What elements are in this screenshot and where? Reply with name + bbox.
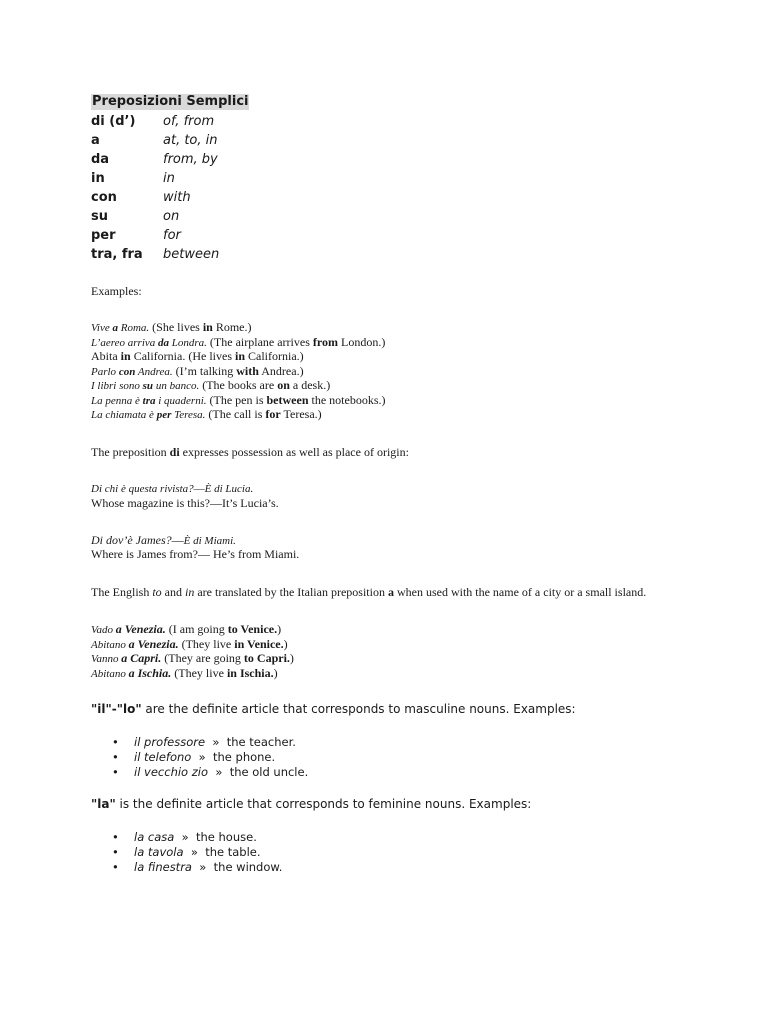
list-item [112,750,308,765]
list-item-separator: » [191,860,214,874]
preposition-english: for [163,228,181,243]
example-italian: I libri sono [91,380,143,392]
example-row [91,320,386,335]
di-example-2-question [91,533,236,548]
example-preposition: per [156,409,172,421]
example-translation: Rome.) [212,320,252,334]
preposition-italian: da [91,152,110,167]
list-item-separator: » [183,845,206,859]
example-italian: È di Lucia. [204,483,254,495]
paragraph-text: The preposition [91,445,170,459]
preposition-italian: a [91,133,100,148]
city-example-row [91,637,294,652]
city-examples-list [91,622,294,680]
example-preposition: su [142,380,154,392]
example-italian-bold: a Venezia. [128,636,179,651]
example-translation-bold: from [312,334,338,349]
city-example-row [91,651,294,666]
bullet-icon: • [112,860,119,874]
example-row [91,378,386,393]
example-translation-bold: on [277,378,290,392]
list-item-italian: il vecchio zio [134,765,209,779]
example-translation-bold: for [265,407,281,421]
example-translation: (The airplane arrives [206,334,313,349]
section-title: Preposizioni Semplici [92,94,249,109]
list-item-italian: il telefono [134,750,192,764]
preposition-row [91,207,219,226]
list-item-italian: la tavola [134,845,184,859]
example-preposition: in [120,349,131,363]
preposition-english: in [163,171,175,186]
list-item [112,860,282,875]
example-row [91,393,386,408]
list-item-separator: » [205,735,227,749]
dash: — [193,483,205,495]
list-item-english: the teacher. [226,735,296,749]
preposition-english: with [163,190,191,205]
bullet-icon: • [112,830,119,844]
preposition-english: at, to, in [163,133,218,148]
paragraph-italic: in [185,585,195,599]
example-translation: Andrea.) [258,363,304,378]
example-translation-bold: in [202,320,213,334]
list-item-italian: il professore [134,735,206,749]
example-translation: (They live [178,636,235,651]
example-translation: Teresa.) [280,407,322,421]
example-italian: Londra. [169,336,207,349]
paragraph-text: is the definite article that corresponds to feminine nouns. Examples: [115,797,532,811]
example-italian: Abitano [91,667,129,680]
example-translation: the notebooks.) [308,392,386,407]
example-translation: California.) [245,349,304,363]
preposition-italian: su [91,209,108,224]
example-italian-bold: a Venezia. [115,622,166,636]
example-preposition: con [118,365,136,378]
bullet-icon: • [112,750,119,764]
example-translation: (They live [171,665,227,680]
list-item-english: the old uncle. [229,765,309,779]
city-example-row [91,666,294,681]
example-italian-bold: a Capri. [121,651,162,665]
example-row [91,349,386,364]
example-translation: (I’m talking [172,363,237,378]
example-translation-bold: in Venice. [234,636,284,651]
preposition-row [91,245,219,264]
example-italian: Abitano [91,638,129,651]
example-italian: i quaderni. [155,394,207,407]
paragraph-bold: "il"-"lo" [91,702,142,716]
preposition-italian: tra, fra [91,247,143,262]
paragraph-bold: di [169,445,180,459]
preposition-english: from, by [163,152,218,167]
preposition-row [91,150,219,169]
bullet-icon: • [112,765,119,779]
example-translation: (I am going [165,622,228,636]
example-translation: (He lives [185,349,235,363]
example-preposition: tra [142,394,156,407]
example-italian: È di Miami. [183,535,236,547]
paragraph-text: expresses possession as well as place of origin: [179,445,409,459]
example-translation-bold: to Capri. [243,651,290,665]
list-item [112,845,282,860]
example-italian: La penna è [91,394,143,407]
examples-list [91,320,386,422]
preposition-row [91,112,219,131]
list-item [112,735,308,750]
example-italian: Roma. [117,322,150,334]
masculine-list [112,735,308,780]
paragraph-bold: "la" [91,797,116,811]
list-item-english: the table. [205,845,261,859]
example-translation-bold: to Venice. [227,622,278,636]
preposition-row [91,188,219,207]
example-translation: (She lives [149,320,203,334]
city-example-row [91,622,294,637]
list-item-separator: » [174,830,196,844]
preposition-row [91,226,219,245]
example-translation: (The call is [205,407,266,421]
bullet-icon: • [112,735,119,749]
a-paragraph [91,585,646,600]
di-example-1-translation: Whose magazine is this?—It’s Lucia’s. [91,496,279,510]
example-translation-bold: with [236,363,259,378]
bullet-icon: • [112,845,119,859]
preposition-italian: per [91,228,116,243]
di-paragraph [91,445,409,460]
list-item-english: the window. [213,860,283,874]
example-translation: ) [289,651,294,665]
preposition-row [91,169,219,188]
example-translation-bold: in Ischia. [226,665,274,680]
example-italian: Vive [91,322,113,334]
example-row [91,364,386,379]
preposition-italian: di (d’) [91,114,136,129]
list-item-english: the phone. [212,750,276,764]
list-item-english: the house. [195,830,257,844]
example-italian: Vado [91,624,116,636]
example-translation: ) [273,665,278,680]
dash: — [171,533,184,547]
feminine-paragraph [91,797,531,811]
preposition-english: between [163,247,220,262]
paragraph-text: are the definite article that corresponds to masculine nouns. Examples: [141,702,576,716]
example-italian: Vanno [91,653,122,665]
preposition-english: of, from [163,114,215,129]
list-item-italian: la finestra [134,860,192,874]
example-italian: Teresa. [171,409,206,421]
preposition-table [91,112,219,264]
example-translation: ) [283,636,288,651]
example-italian: Andrea. [135,365,173,378]
paragraph-bold: a [387,585,394,599]
example-translation: ) [277,622,282,636]
example-italian: Di chi è questa rivista? [91,483,194,495]
example-italian-bold: a Ischia. [128,665,172,680]
preposition-italian: con [91,190,117,205]
example-italian: California. [130,349,186,363]
example-italian: Abita [91,349,121,363]
paragraph-text: are translated by the Italian preposition [194,585,388,599]
example-row [91,407,386,422]
example-translation: (They are going [161,651,244,665]
example-translation-bold: in [235,349,246,363]
example-row [91,335,386,350]
list-item [112,830,282,845]
di-example-2-translation: Where is James from?— He’s from Miami. [91,547,300,561]
list-item-separator: » [191,750,213,764]
example-translation-bold: between [266,392,309,407]
example-translation: (The pen is [206,392,267,407]
example-italian: Di dov’è James? [91,533,172,547]
masculine-paragraph [91,702,576,716]
paragraph-text: and [161,585,185,599]
example-translation: London.) [337,334,386,349]
example-preposition: a [112,322,118,334]
examples-label: Examples: [91,284,142,298]
preposition-english: on [163,209,180,224]
example-italian: L’aereo arriva [91,336,159,349]
example-italian: un banco. [153,380,200,392]
list-item-italian: la casa [134,830,175,844]
example-italian: Parlo [91,365,119,378]
di-example-1-question [91,483,253,495]
example-translation: a desk.) [289,378,331,392]
example-translation: (The books are [199,378,278,392]
paragraph-text: when used with the name of a city or a small island. [393,585,647,599]
list-item [112,765,308,780]
paragraph-text: The English [91,585,153,599]
feminine-list [112,830,282,875]
preposition-row [91,131,219,150]
paragraph-italic: to [152,585,162,599]
preposition-italian: in [91,171,105,186]
list-item-separator: » [208,765,230,779]
example-italian: La chiamata è [91,409,157,421]
example-preposition: da [158,336,170,349]
